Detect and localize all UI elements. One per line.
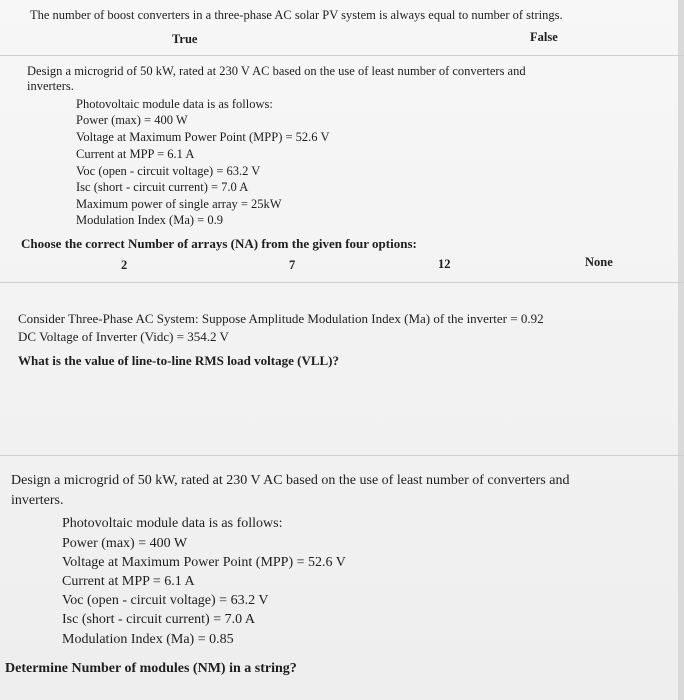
divider [0,55,684,56]
q2-spec-power: Power (max) = 400 W [76,113,188,127]
q2-spec-array-power: Maximum power of single array = 25kW [76,197,282,211]
q3-line2: DC Voltage of Inverter (Vidc) = 354.2 V [18,329,229,344]
q4-question: Determine Number of modules (NM) in a string? [5,661,297,676]
divider [0,455,684,456]
q2-option-2[interactable]: 2 [121,258,128,272]
q4-spec-vmpp: Voltage at Maximum Power Point (MPP) = 52.6 V [62,555,346,570]
divider [0,282,684,283]
q2-spec-modulation: Modulation Index (Ma) = 0.9 [76,213,223,227]
q2-spec-voc: Voc (open - circuit voltage) = 63.2 V [76,164,261,178]
q2-data-heading: Photovoltaic module data is as follows: [76,97,273,111]
page-edge [678,0,684,700]
q2-option-7[interactable]: 7 [289,258,296,272]
q2-option-none[interactable]: None [585,255,613,269]
q3-question: What is the value of line-to-line RMS load voltage (VLL)? [18,353,340,368]
q4-prompt-line2: inverters. [11,493,64,508]
q1-option-true[interactable]: True [172,32,198,46]
q2-spec-vmpp: Voltage at Maximum Power Point (MPP) = 52.6 V [76,130,330,144]
q3-line1: Consider Three-Phase AC System: Suppose Amplitude Modulation Index (Ma) of the inverter = 0.92 [18,311,544,326]
q1-statement: The number of boost converters in a three-phase AC solar PV system is always equal to number of strings. [30,8,563,22]
q2-question: Choose the correct Number of arrays (NA) from the given four options: [21,236,417,251]
q2-option-12[interactable]: 12 [438,257,451,271]
q4-spec-modulation: Modulation Index (Ma) = 0.85 [62,632,234,647]
q4-spec-voc: Voc (open - circuit voltage) = 63.2 V [62,593,269,608]
q4-spec-impp: Current at MPP = 6.1 A [62,574,195,589]
q4-spec-power: Power (max) = 400 W [62,536,188,551]
q1-option-false[interactable]: False [530,30,558,44]
q2-spec-impp: Current at MPP = 6.1 A [76,147,195,161]
q2-spec-isc: Isc (short - circuit current) = 7.0 A [76,180,249,194]
q2-prompt-line1: Design a microgrid of 50 kW, rated at 230 V AC based on the use of least number of converters and [27,64,526,78]
q2-prompt-line2: inverters. [27,79,74,93]
q4-prompt-line1: Design a microgrid of 50 kW, rated at 230 V AC based on the use of least number of converters and [11,473,570,488]
q4-data-heading: Photovoltaic module data is as follows: [62,516,283,531]
q4-spec-isc: Isc (short - circuit current) = 7.0 A [62,612,255,627]
